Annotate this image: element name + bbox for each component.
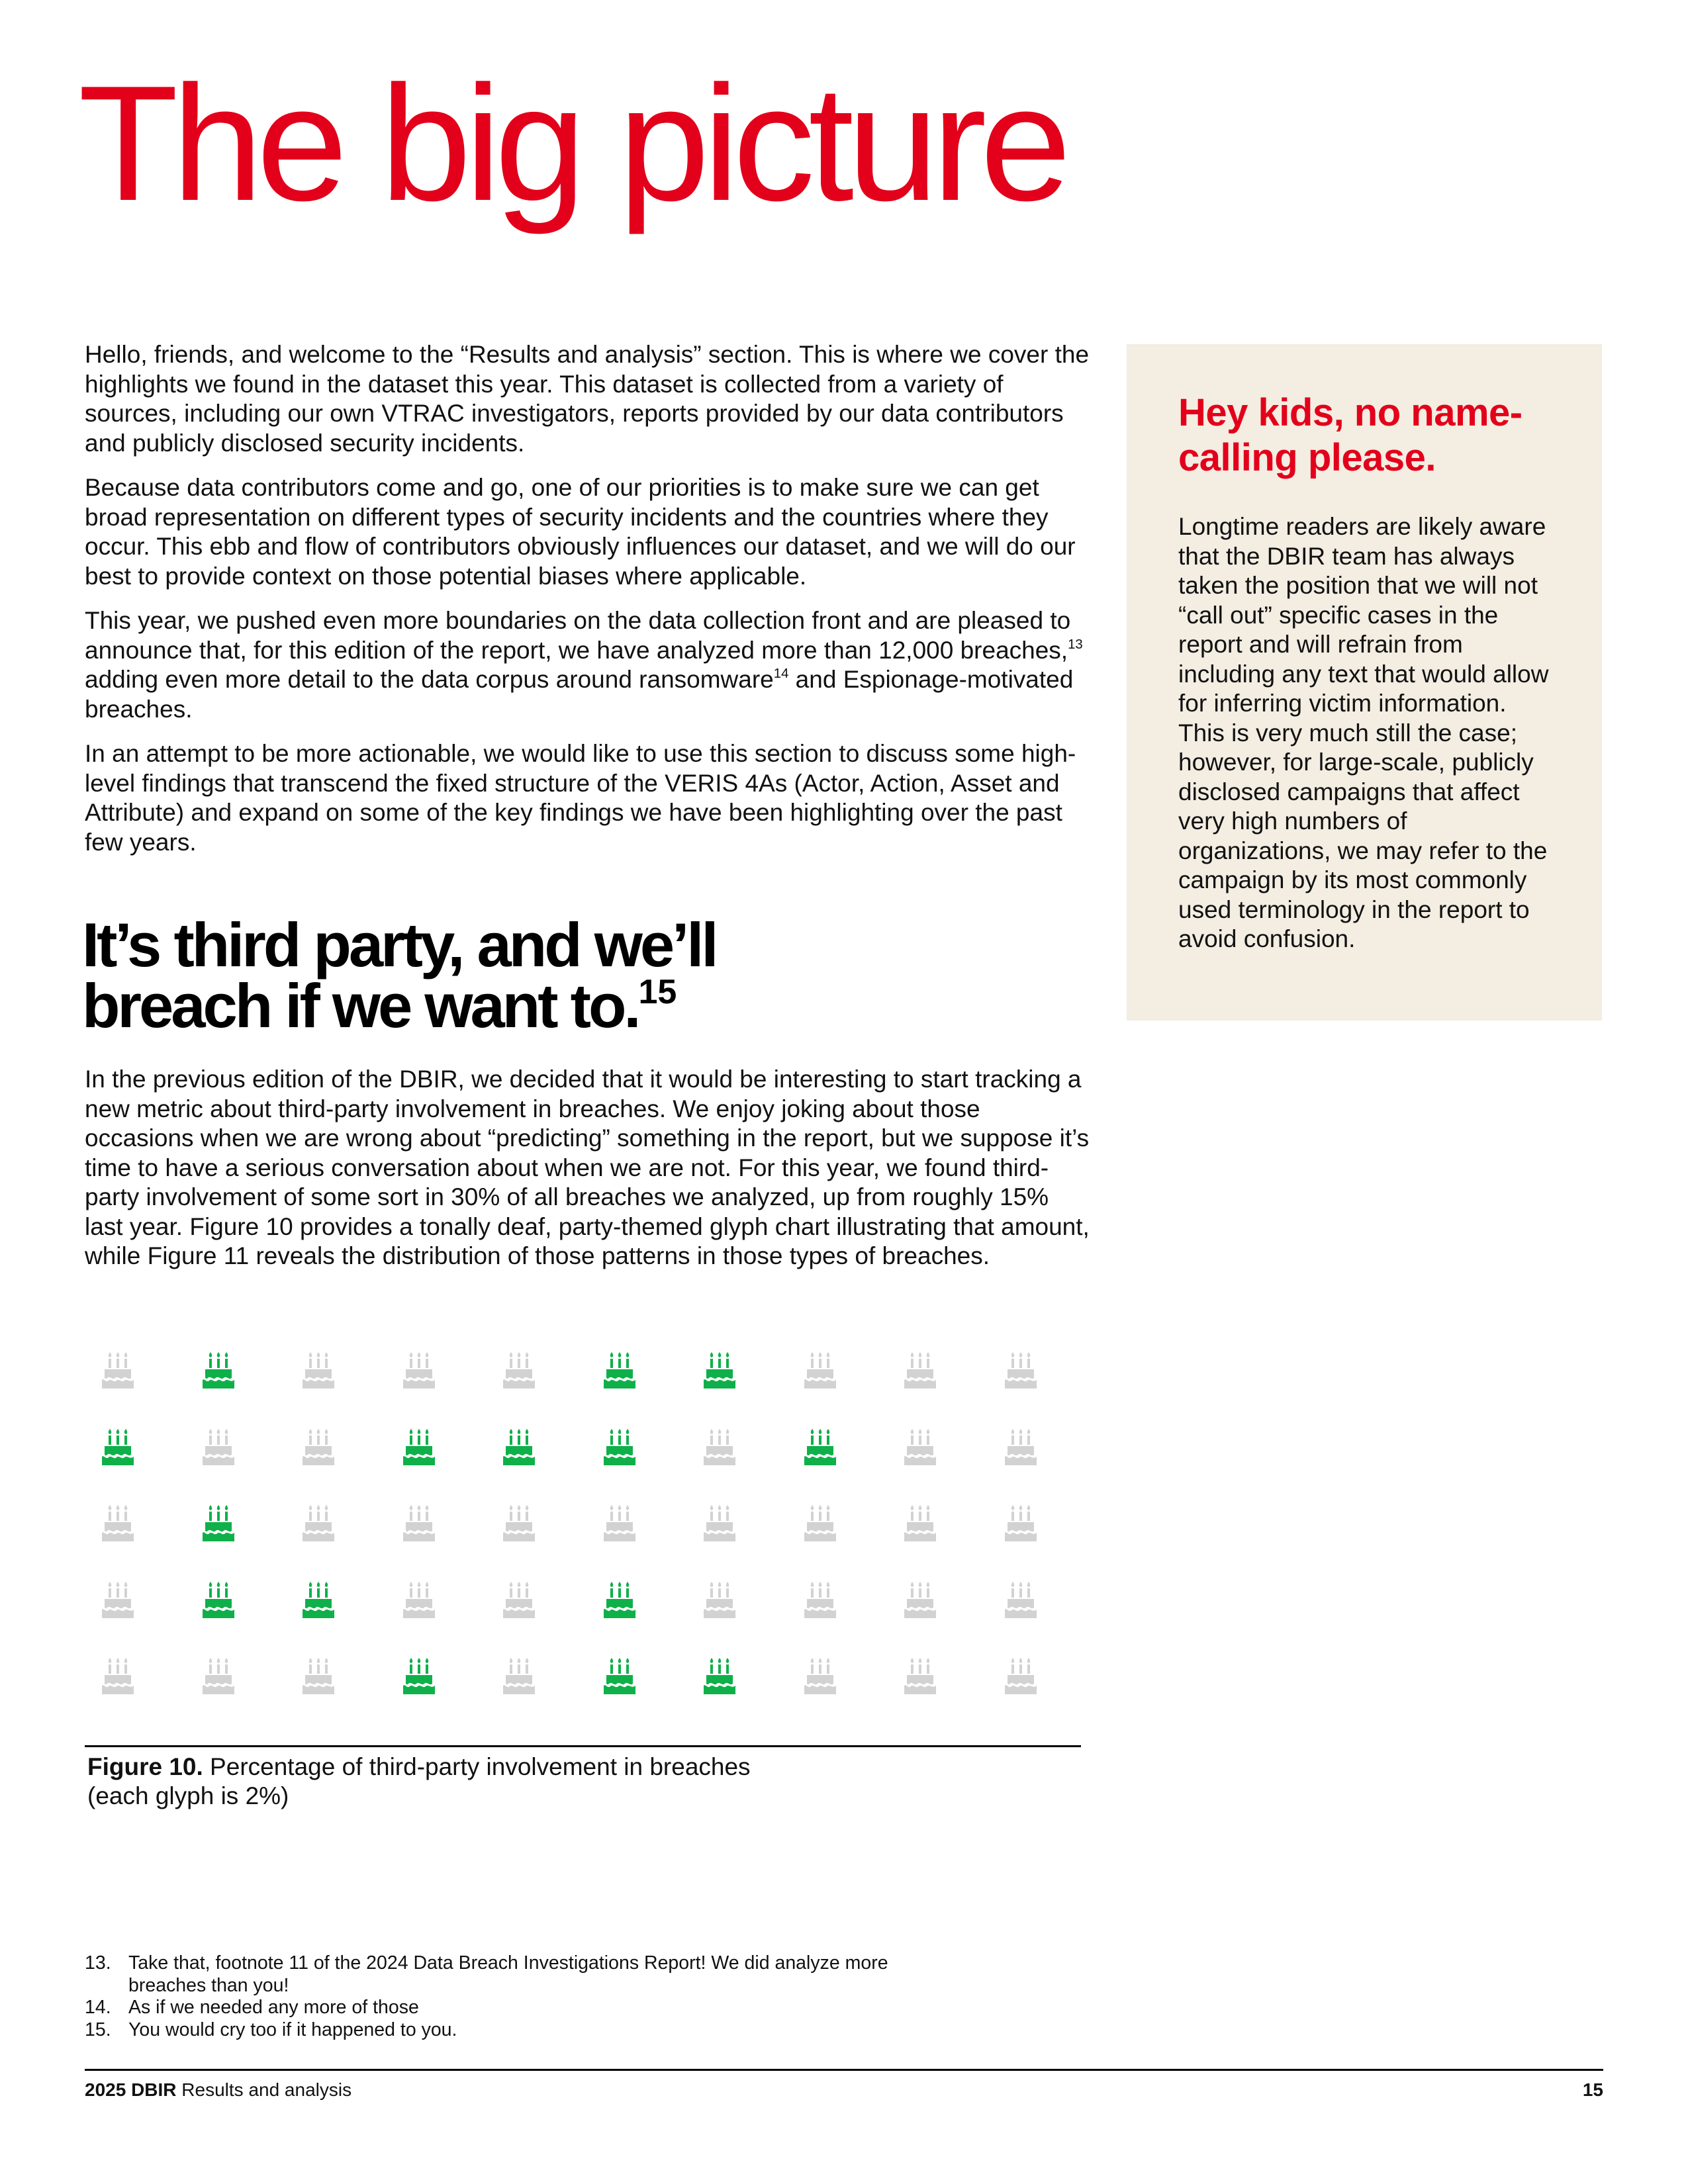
- section-paragraph: In the previous edition of the DBIR, we decided that it would be interesting to start tracking a new metric about third-party involvement in breaches. We enjoy joking about those occasions when we are wrong about “predicting” something in the report, but we suppose it’s time to have a serious conversation about when we are not. For this year, we found third-party involvement of some sort in 30% of all breaches we analyzed, up from roughly 15% last year. Figure 10 provides a tonally deaf, party-themed glyph chart illustrating that amount, while Figure 11 reveals the distribution of those patterns in those types of breaches.: [85, 1066, 1090, 1269]
- glyph-cake: [99, 1580, 136, 1622]
- glyph-cake: [500, 1503, 538, 1545]
- glyph-cake-highlighted: [802, 1427, 839, 1469]
- footnote-ref[interactable]: 15: [638, 973, 677, 1011]
- glyph-cake: [701, 1427, 738, 1469]
- glyph-cake: [902, 1427, 939, 1469]
- glyph-cake: [400, 1350, 438, 1392]
- footnote-ref[interactable]: 13: [1068, 637, 1083, 652]
- heading-line: It’s third party, and we’ll: [82, 910, 716, 979]
- glyph-cake-highlighted: [701, 1350, 738, 1392]
- footnote-number: 13.: [85, 1952, 111, 1974]
- section-heading: [82, 910, 1062, 1040]
- glyph-cake: [1002, 1656, 1039, 1698]
- glyph-cake-highlighted: [99, 1427, 136, 1469]
- glyph-cake-highlighted: [200, 1580, 237, 1622]
- glyph-cake: [1002, 1350, 1039, 1392]
- footnotes: [85, 1952, 945, 2041]
- glyph-cake: [802, 1656, 839, 1698]
- footnote-ref[interactable]: 14: [773, 666, 789, 681]
- report-name: 2025 DBIR: [85, 2079, 177, 2100]
- glyph-cake: [1002, 1503, 1039, 1545]
- glyph-cake-highlighted: [400, 1427, 438, 1469]
- glyph-cake-highlighted: [200, 1350, 237, 1392]
- glyph-cake: [902, 1350, 939, 1392]
- page-number: 15: [1582, 2079, 1603, 2100]
- footnote: [85, 2019, 945, 2042]
- figure-divider: [85, 1745, 1081, 1747]
- footnote-text: You would cry too if it happened to you.: [128, 2019, 457, 2040]
- glyph-cake: [300, 1350, 337, 1392]
- glyph-cake: [902, 1656, 939, 1698]
- glyph-cake: [99, 1350, 136, 1392]
- footnote-number: 14.: [85, 1997, 111, 2018]
- footnote-number: 15.: [85, 2019, 111, 2040]
- page-title: The big picture: [78, 51, 1065, 235]
- intro-paragraph: In an attempt to be more actionable, we would like to use this section to discuss some high-level findings that transcend the fixed structure of the VERIS 4As (Actor, Action, Asset and Attribute) and expand on some of the key findings we have been highlighting over the past few years.: [85, 740, 1076, 856]
- glyph-cake-highlighted: [300, 1580, 337, 1622]
- footnote-text: Take that, footnote 11 of the 2024 Data Breach Investigations Report! We did analyze more breaches than you!: [128, 1952, 888, 1996]
- glyph-cake: [701, 1503, 738, 1545]
- paragraph-text: and Espionage-motivated breaches.: [85, 666, 1074, 723]
- glyph-cake: [300, 1427, 337, 1469]
- glyph-cake: [902, 1503, 939, 1545]
- glyph-cake-highlighted: [400, 1656, 438, 1698]
- intro-paragraph: [85, 606, 1091, 724]
- glyph-cake: [99, 1656, 136, 1698]
- sidebar-text: Longtime readers are likely aware that the DBIR team has always taken the position that we will not “call out” specific cases in the report and will refrain from including any text that would allow for inferring victim information. This is very much still the case; however, for large-scale, publicly disclosed campaigns that affect very high numbers of organizations, we may refer to the campaign by its most commonly used terminology in the report to avoid confusion.: [1178, 513, 1549, 952]
- intro-paragraph: Because data contributors come and go, one of our priorities is to make sure we can get broad representation on different types of security incidents and the countries where they occur. This ebb and flow of contributors obviously influences our dataset, and we will do our best to provide context on those potential biases where applicable.: [85, 474, 1076, 590]
- glyph-cake: [601, 1503, 638, 1545]
- glyph-cake: [802, 1503, 839, 1545]
- glyph-cake: [701, 1580, 738, 1622]
- glyph-cake: [200, 1427, 237, 1469]
- glyph-cake: [400, 1503, 438, 1545]
- glyph-cake-highlighted: [601, 1580, 638, 1622]
- glyph-cake: [802, 1350, 839, 1392]
- footer-divider: [85, 2069, 1603, 2071]
- section-name: Results and analysis: [176, 2079, 352, 2100]
- figure-caption: [87, 1752, 948, 1811]
- caption-text: (each glyph is 2%): [87, 1782, 289, 1809]
- sidebar-callout: [1127, 344, 1602, 1021]
- glyph-cake-highlighted: [601, 1427, 638, 1469]
- glyph-cake-highlighted: [200, 1503, 237, 1545]
- glyph-cake: [802, 1580, 839, 1622]
- footer-title: [85, 2079, 352, 2101]
- glyph-cake-highlighted: [500, 1427, 538, 1469]
- glyph-cake: [1002, 1580, 1039, 1622]
- glyph-cake-highlighted: [701, 1656, 738, 1698]
- glyph-cake: [500, 1656, 538, 1698]
- glyph-cake: [400, 1580, 438, 1622]
- intro-text: [85, 340, 1091, 872]
- glyph-cake: [300, 1503, 337, 1545]
- paragraph-text: This year, we pushed even more boundaries on the data collection front and are pleased to announce that, for this edition of the report, we have analyzed more than 12,000 breaches,: [85, 607, 1071, 664]
- intro-paragraph: Hello, friends, and welcome to the “Results and analysis” section. This is where we cover the highlights we found in the dataset this year. This dataset is collected from a variety of sources, including our own VTRAC investigators, reports provided by our data contributors and publicly disclosed security incidents.: [85, 341, 1090, 457]
- sidebar-title: Hey kids, no name-calling please.: [1178, 391, 1523, 479]
- footnote: [85, 1997, 945, 2019]
- glyph-cake-highlighted: [601, 1656, 638, 1698]
- glyph-cake: [500, 1350, 538, 1392]
- glyph-cake: [99, 1503, 136, 1545]
- glyph-chart: [99, 1350, 1066, 1721]
- figure-label: Figure 10.: [87, 1753, 203, 1780]
- glyph-cake: [902, 1580, 939, 1622]
- glyph-cake: [1002, 1427, 1039, 1469]
- heading-line: breach if we want to.: [82, 971, 639, 1040]
- caption-text: Percentage of third-party involvement in breaches: [203, 1753, 751, 1780]
- footnote-text: As if we needed any more of those: [128, 1997, 419, 2018]
- glyph-cake: [500, 1580, 538, 1622]
- glyph-cake: [200, 1656, 237, 1698]
- glyph-cake-highlighted: [601, 1350, 638, 1392]
- glyph-cake: [300, 1656, 337, 1698]
- footnote: [85, 1952, 945, 1997]
- paragraph-text: adding even more detail to the data corpus around ransomware: [85, 666, 774, 693]
